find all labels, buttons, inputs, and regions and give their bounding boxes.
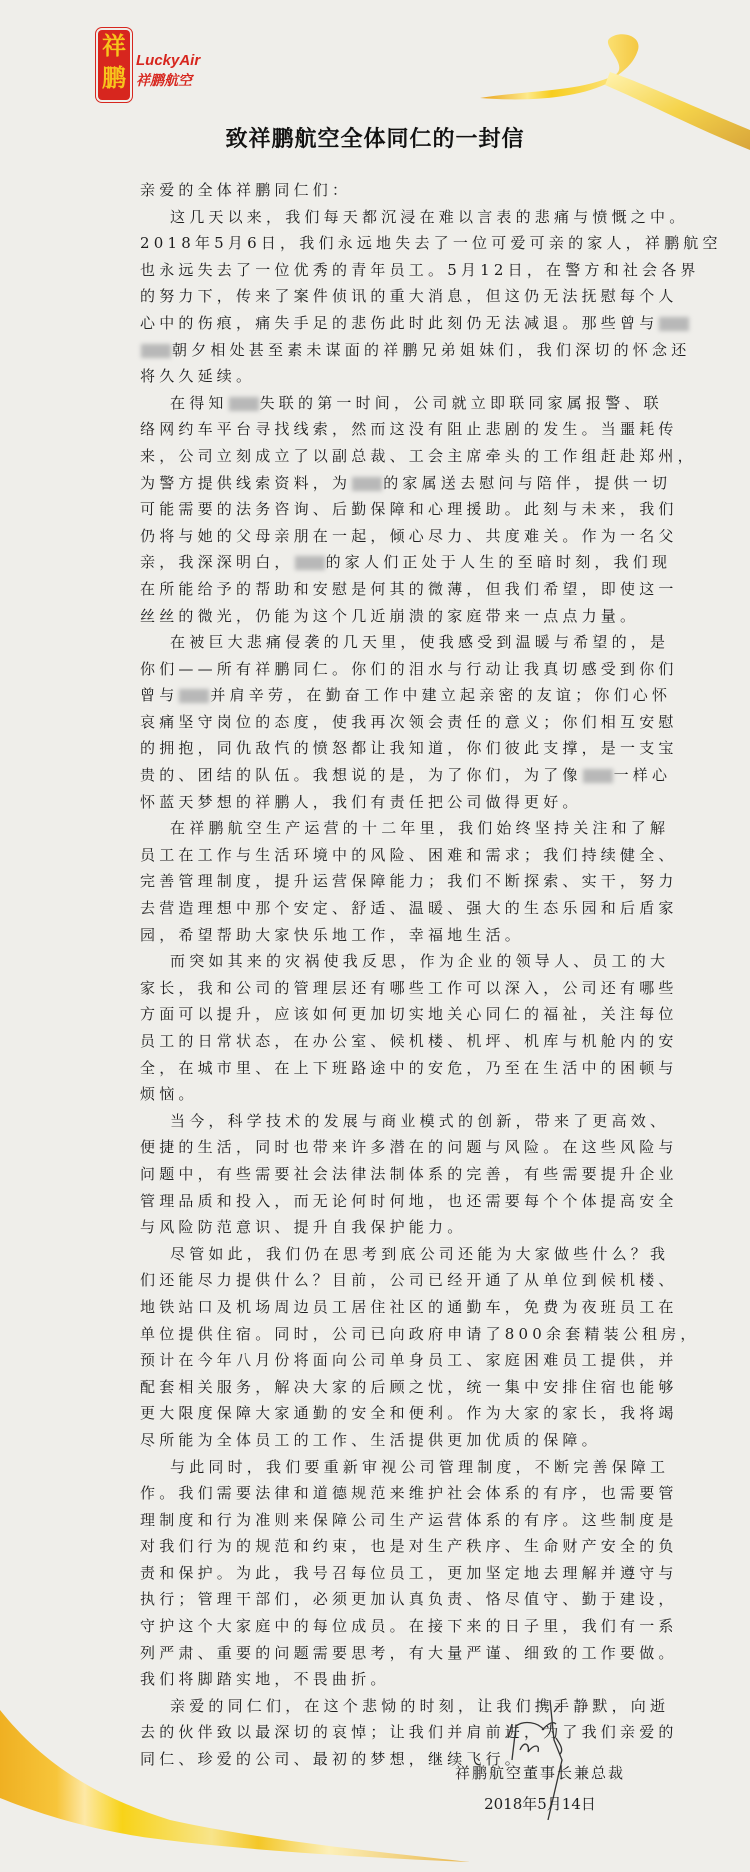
paragraph-line: 也永远失去了一位优秀的青年员工。5月12日，在警方和社会各界: [140, 260, 700, 279]
redacted-name: [141, 344, 171, 358]
signatory-title: 祥鹏航空董事长兼总裁: [454, 1764, 625, 1782]
paragraph-line: 在得知 失联的第一时间，公司就立即联同家属报警、联: [170, 393, 663, 412]
paragraph-line: 这几天以来，我们每天都沉浸在难以言表的悲痛与愤慨之中。: [170, 207, 689, 226]
redacted-name: [352, 477, 382, 491]
paragraph-line: 园，希望帮助大家快乐地工作，幸福地生活。: [140, 925, 525, 944]
paragraph-line: 为警方提供线索资料，为 的家属送去慰问与陪伴，提供一切: [140, 473, 672, 492]
paragraph-line: 朝夕相处甚至素未谋面的祥鹏兄弟姐妹们，我们深切的怀念还: [140, 337, 620, 364]
paragraph-line: 络网约车平台寻找线索，然而这没有阻止悲剧的发生。当噩耗传: [140, 420, 678, 439]
redacted-name: [295, 556, 325, 570]
paragraph-line: 尽所能为全体员工的工作、生活提供更加优质的保障。: [140, 1430, 601, 1449]
paragraph-line: 亲爱的同仁们，在这个悲恸的时刻，让我们携手静默，向逝: [170, 1696, 670, 1715]
paragraph-line: 对我们行为的规范和约束，也是对生产秩序、生命财产安全的负: [140, 1537, 678, 1556]
paragraph-line: 怀蓝天梦想的祥鹏人，我们有责任把公司做得更好。: [140, 792, 582, 811]
paragraph-line: 家长，我和公司的管理层还有哪些工作可以深入，公司还有哪些: [140, 978, 678, 997]
paragraph-line: 责和保护。为此，我号召每位员工，更加坚定地去理解并遵守与: [140, 1563, 678, 1582]
paragraph-line: 预计在今年八月份将面向公司单身员工、家庭困难员工提供，并: [140, 1351, 678, 1370]
paragraph-line: 2018年5月6日，我们永远地失去了一位可爱可亲的家人，祥鹏航空: [140, 234, 722, 253]
paragraph-line: 全，在城市里、在上下班路途中的安危，乃至在生活中的困顿与: [140, 1058, 678, 1077]
letter-date: 2018年5月14日: [484, 1795, 596, 1813]
seal-char: 祥: [102, 32, 126, 60]
redacted-name: [179, 689, 209, 703]
paragraph-line: 去的伙伴致以最深切的哀悼；让我们并肩前进，为了我们亲爱的: [140, 1723, 678, 1742]
paragraph-line: 哀痛坚守岗位的态度，使我再次领会责任的意义；你们相互安慰: [140, 712, 678, 731]
paragraph-line: 便捷的生活，同时也带来许多潜在的问题与风险。在这些风险与: [140, 1138, 678, 1157]
paragraph-line: 尽管如此，我们仍在思考到底公司还能为大家做些什么？我: [170, 1244, 670, 1263]
paragraph-line: 守护这个大家庭中的每位成员。在接下来的日子里，我们有一系: [140, 1617, 678, 1636]
paragraph-line: 员工的日常状态，在办公室、候机楼、机坪、机库与机舱内的安: [140, 1032, 678, 1050]
paragraph-line: 们还能尽力提供什么？目前，公司已经开通了从单位到候机楼、: [140, 1271, 678, 1290]
paragraph-line: 亲，我深深明白， 的家人们正处于人生的至暗时刻，我们现: [140, 553, 672, 572]
salutation: 亲爱的全体祥鹏同仁们：: [140, 181, 352, 199]
paragraph-line: 在被巨大悲痛侵袭的几天里，使我感受到温暖与希望的，是: [170, 633, 670, 652]
paragraph-line: 可能需要的法务咨询、后勤保障和心理援助。此刻与未来，我们: [140, 500, 678, 519]
paragraph-line: 配套相关服务，解决大家的后顾之忧，统一集中安排住宿也能够: [140, 1377, 678, 1396]
brand-name-cn: 祥鹏航空: [136, 73, 192, 89]
lucky-air-logo: [98, 30, 238, 105]
letter-title: 致祥鹏航空全体同仁的一封信: [225, 126, 525, 152]
paragraph-line: 列严肃、重要的问题需要思考，有大量严谨、细致的工作要做。: [140, 1643, 678, 1662]
seal-char: 鹏: [102, 64, 126, 92]
paragraph-line: 当今，科学技术的发展与商业模式的创新，带来了更高效、: [170, 1111, 670, 1130]
redacted-name: [229, 397, 259, 411]
paragraph-line: 来，公司立刻成立了以副总裁、工会主席牵头的工作组赶赴郑州，: [140, 446, 697, 465]
paragraph-line: 你们——所有祥鹏同仁。你们的泪水与行动让我真切感受到你们: [140, 659, 678, 678]
paragraph-line: 作。我们需要法律和道德规范来维护社会体系的有序，也需要管: [140, 1484, 678, 1503]
paragraph-line: 心中的伤痕，痛失手足的悲伤此时此刻仍无法减退。那些曾与: [140, 310, 620, 337]
paragraph-line: 同仁、珍爱的公司、最初的梦想，继续飞行。: [140, 1750, 525, 1769]
paragraph-line: 管理品质和投入，而无论何时何地，也还需要每个个体提高安全: [140, 1191, 678, 1210]
paragraph-line: 曾与 并肩辛劳，在勤奋工作中建立起亲密的友谊；你们心怀: [140, 686, 672, 705]
paragraph-line: 完善管理制度，提升运营保障能力；我们不断探索、实干，努力: [140, 872, 678, 891]
paragraph-line: 去营造理想中那个安定、舒适、温暖、强大的生态乐园和后盾家: [140, 899, 678, 918]
paragraph-line: 与风险防范意识、提升自我保护能力。: [140, 1218, 467, 1237]
paragraph-line: 仍将与她的父母亲朋在一起，倾心尽力、共度难关。作为一名父: [140, 526, 678, 545]
paragraph-line: 问题中，有些需要社会法律法制体系的完善，有些需要提升企业: [140, 1164, 678, 1183]
paragraph-line: 更大限度保障大家通勤的安全和便利。作为大家的家长，我将竭: [140, 1404, 678, 1423]
logo-seal: [98, 30, 130, 100]
redacted-name: [583, 769, 613, 783]
paragraph-line: 将久久延续。: [140, 367, 256, 386]
paragraph-line: 理制度和行为准则来保障公司生产运营体系的有序。这些制度是: [140, 1510, 678, 1529]
paragraph-line: 执行；管理干部们，必须更加认真负责、恪尽值守、勤于建设，: [140, 1590, 678, 1609]
paragraph-line: 方面可以提升，应该如何更加切实地关心同仁的福祉，关注每位: [140, 1005, 678, 1024]
yellow-ribbon-tail-icon: [0, 1700, 480, 1872]
brand-name-en: LuckyAir: [136, 52, 201, 69]
paragraph-line: 贵的、团结的队伍。我想说的是，为了你们，为了像 一样心: [140, 766, 672, 785]
paragraph-line: 的拥抱，同仇敌忾的愤怒都让我知道，你们彼此支撑，是一支宝: [140, 739, 678, 758]
paragraph-line: 的努力下，传来了案件侦讯的重大消息，但这仍无法抚慰每个人: [140, 287, 678, 306]
paragraph-line: 地铁站口及机场周边员工居住社区的通勤车，免费为夜班员工在: [140, 1297, 678, 1316]
paragraph-line: 与此同时，我们要重新审视公司管理制度，不断完善保障工: [170, 1457, 670, 1476]
paragraph-line: 员工在工作与生活环境中的风险、困难和需求；我们持续健全、: [140, 845, 678, 864]
redacted-name: [659, 317, 689, 331]
paragraph-line: 我们将脚踏实地，不畏曲折。: [140, 1670, 390, 1689]
paragraph-line: 丝丝的微光，仍能为这个几近崩溃的家庭带来一点点力量。: [140, 606, 640, 625]
paragraph-line: 单位提供住宿。同时，公司已向政府申请了800余套精装公租房，: [140, 1324, 700, 1343]
paragraph-line: 烦恼。: [140, 1085, 198, 1104]
paragraph-line: 而突如其来的灾祸使我反思，作为企业的领导人、员工的大: [170, 952, 670, 971]
paragraph-line: 在祥鹏航空生产运营的十二年里，我们始终坚持关注和了解: [170, 819, 670, 838]
paragraph-line: 在所能给予的帮助和安慰是何其的微薄，但我们希望，即使这一: [140, 579, 678, 598]
